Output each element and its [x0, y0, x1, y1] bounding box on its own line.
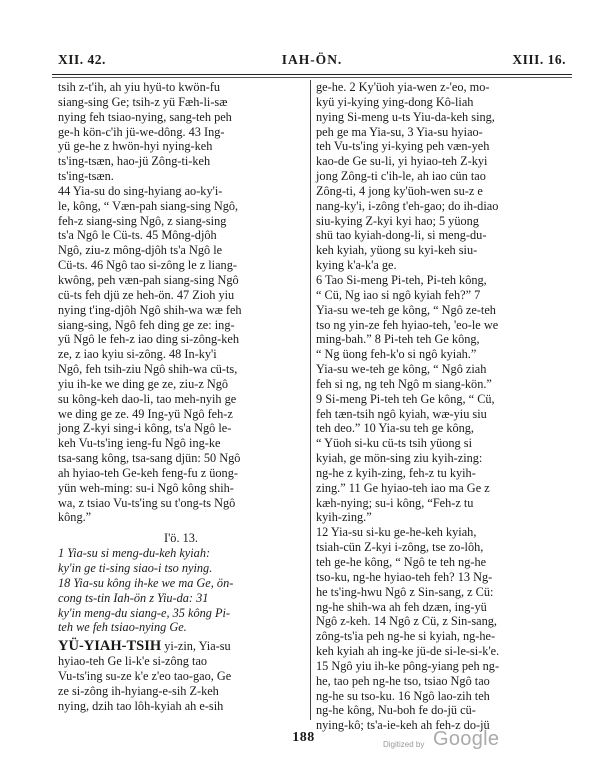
chapter-summary-line: teh we feh tsiao-nying Ge.	[58, 620, 187, 635]
chapter-first-line-rest: yi-zin, Yia-su	[161, 639, 231, 654]
text-line: ge-h kön-c'ih jü-we-dông. 43 Ing-	[58, 124, 225, 139]
text-line: shü tao kyiah-dong-li, si meng-du-	[316, 228, 487, 243]
text-line: nying-kô; ts'a-ie-keh ah feh-z do-jü	[316, 718, 490, 733]
text-line: nying, dzih tao lôh-kyiah ah e-sih	[58, 698, 224, 713]
text-line: Vu-ts'ing su-ze k'e z'eo tao-gao, Ge	[58, 668, 232, 683]
text-line: teh deo.” 10 Yia-su teh ge kông,	[316, 421, 474, 436]
text-line: ts'a Ngô le Cü-ts. 45 Mông-djôh	[58, 228, 217, 243]
text-line: yü Ngô le feh-z iao ding si-zông-keh	[58, 332, 239, 347]
text-line: jong Z-kyi sing-i kông, ts'a Ngô le-	[58, 421, 232, 436]
text-line: tso ng yin-ze feh hyiao-teh, 'eo-le we	[316, 317, 499, 332]
text-line: kying k'a-k'a ge.	[316, 258, 397, 273]
text-line: yün weh-ming: su-i Ngô kông shih-	[58, 480, 234, 495]
text-line: ze, z iao kyiu si-zông. 48 In-ky'i	[58, 347, 217, 362]
text-line: Ngô, feh tsih-ziu Ngô shih-wa cü-ts,	[58, 362, 238, 377]
text-line: ming-bah.” 8 Pi-teh teh Ge kông,	[316, 332, 480, 347]
text-line: keh kyiah ah ing-ke jü-de si-le-si-k'e.	[316, 644, 500, 659]
digitized-by-label: Digitized by	[383, 740, 425, 749]
header-book-title: IAH-ÖN.	[281, 52, 343, 67]
text-line: feh-z siang-sing Ngô, z siang-sing	[58, 213, 227, 228]
text-line: 15 Ngô yiu ih-ke pông-yiang peh ng-	[316, 658, 500, 673]
text-line: he, tao peh ng-he tso, tsiao Ngô tao	[316, 673, 490, 688]
header-left-reference: XII. 42.	[58, 52, 106, 67]
text-line: kyiah, ge mön-sing ziu kyih-zing:	[316, 451, 483, 466]
text-line: ts'ing-tsæn.	[58, 169, 114, 184]
text-line: we ding ge ze. 49 Ing-yü Ngô feh-z	[58, 406, 233, 421]
text-line: zing.” 11 Ge hyiao-teh iao ma Ge z	[316, 480, 490, 495]
right-column	[316, 80, 570, 733]
chapter-summary-line: cong ts-tin Iah-ön z Yiu-da: 31	[58, 590, 209, 605]
text-line: Cü-ts. 46 Ngô tao si-zông le z liang-	[58, 258, 237, 273]
page-number: 188	[292, 730, 315, 745]
google-watermark: Google	[433, 728, 500, 750]
text-line: keh Vu-ts'ing ieng-fu Ngô ing-ke	[58, 436, 221, 451]
text-line: nang-ky'i, i-zông t'eh-gao; do ih-diao	[316, 198, 499, 213]
text-line: ng-he shih-wa ah feh dzæn, ing-yü	[316, 599, 487, 614]
text-line: 44 Yia-su do sing-hyiang ao-ky'i-	[58, 183, 223, 198]
text-line: Zông-ti, 4 jong ky'üoh-wen su-z e	[316, 183, 483, 198]
text-line: feh si ng, ng teh Ngô m siang-kön.”	[316, 376, 492, 391]
text-line: “ Yüoh si-ku cü-ts tsih yüong si	[316, 436, 472, 451]
column-divider	[310, 80, 311, 720]
text-line: kông.”	[58, 510, 92, 525]
text-line: siu-kying Z-kyi kyi hao; 5 yüong	[316, 213, 479, 228]
text-line: “ Ng üong feh-k'o si ngô kyiah.”	[316, 347, 477, 362]
text-line: Ngô, ziu-z mông-djôh ts'a Ngô le	[58, 243, 223, 258]
text-line: kyih-zing.”	[316, 510, 372, 525]
text-line: zông-ts'ia peh ng-he si kyiah, ng-he-	[316, 629, 496, 644]
chapter-heading: I'ö. 13.	[164, 531, 198, 546]
text-line: tsiah-cün Z-kyi i-zông, tse zo-lôh,	[316, 540, 484, 555]
left-column	[58, 80, 304, 713]
text-line: he ts'ing-hwu Ngô z Sin-sang, z Cü:	[316, 584, 494, 599]
text-line: 9 Si-meng Pi-teh teh Ge kông, “ Cü,	[316, 391, 495, 406]
text-line: ze si-zông ih-hyiang-e-sih Z-keh	[58, 683, 219, 698]
text-line: peh ge ma Yia-su, 3 Yia-su hyiao-	[316, 124, 483, 139]
text-line: 6 Tao Si-meng Pi-teh, Pi-teh kông,	[316, 272, 487, 287]
text-line: yü ge-he z hwön-hyi nying-keh	[58, 139, 213, 154]
text-line: teh Vu-ts'ing yi-kying peh væn-yeh	[316, 139, 490, 154]
chapter-first-line	[58, 639, 304, 654]
text-line: nying t'ing-djôh Ngô shih-wa wæ feh	[58, 302, 242, 317]
text-line: “ Cü, Ng iao si ngô kyiah feh?” 7	[316, 287, 481, 302]
header-rule	[52, 74, 572, 75]
text-line: tsa-sang kông, tsa-sang djün: 50 Ngô	[58, 451, 241, 466]
text-line: tsih z-t'ih, ah yiu hyü-to kwön-fu	[58, 80, 221, 94]
text-line: ah hyiao-teh Ge-keh feng-fu z üong-	[58, 465, 238, 480]
text-line: wa, z tsiao Vu-ts'ing su t'ong-ts Ngô	[58, 495, 236, 510]
header-rule-thin	[52, 77, 572, 78]
text-line: tso-ku, ng-he hyiao-teh feh? 13 Ng-	[316, 569, 493, 584]
text-line: le, kông, “ Væn-pah siang-sing Ngô,	[58, 198, 239, 213]
text-line: kæh-nying; su-i kông, “Feh-z tu	[316, 495, 474, 510]
text-line: nying Si-meng u-ts Yiu-da-keh sing,	[316, 109, 495, 124]
text-line: kwông, peh væn-pah siang-sing Ngô	[58, 272, 239, 287]
text-line: nying feh tsiao-nying, sang-teh peh	[58, 109, 232, 124]
text-line: ge-he. 2 Ky'üoh yia-wen z-'eo, mo-	[316, 80, 490, 94]
text-line: yiu ih-ke we ding ge ze, ziu-z Ngô	[58, 376, 229, 391]
text-line: ng-he kông, Nu-boh fe do-jü cü-	[316, 703, 476, 718]
running-header	[58, 52, 566, 70]
text-line: keh kyiah, yüong su kyi-keh siu-	[316, 243, 478, 258]
text-line: siang-sing, Ngô feh ding ge ze: ing-	[58, 317, 235, 332]
text-line: siang-sing Ge; tsih-z yü Fæh-li-sæ	[58, 94, 228, 109]
chapter-opening-paragraph	[58, 639, 304, 713]
text-line: jong Zông-ti c'ih-le, ah iao cün tao	[316, 169, 486, 184]
text-line: Ngô z-keh. 14 Ngô z Cü, z Sin-sang,	[316, 614, 498, 629]
chapter-summary-line: ky'in meng-du siang-e, 35 kông Pi-	[58, 605, 231, 620]
text-line: su kông-keh dao-li, tao meh-nyih ge	[58, 391, 237, 406]
text-line: ts'ing-tsæn, hao-jü Zông-ti-keh	[58, 154, 211, 169]
chapter-summary-line: 1 Yia-su si meng-du-keh kyiah:	[58, 546, 211, 561]
text-line: cü-ts feh djü ze heh-ön. 47 Zioh yiu	[58, 287, 235, 302]
text-line: teh ge-he kông, “ Ngô te teh ng-he	[316, 555, 487, 569]
text-line: ng-he z kyih-zing, feh-z tu kyih-	[316, 465, 476, 480]
text-line: Yia-su we-teh ge kông, “ Ngô ze-teh	[316, 302, 496, 317]
chapter-summary-line: ky'in ge ti-sing siao-i tso nying.	[58, 561, 213, 575]
text-line: kao-de Ge su-li, yi hyiao-teh Z-kyi	[316, 154, 488, 169]
chapter-summary-line: 18 Yia-su kông ih-ke we ma Ge, ön-	[58, 575, 234, 590]
chapter-opening-words: YÜ-YIAH-TSIH	[58, 638, 162, 655]
text-line: kyü yi-kying ying-dong Kô-liah	[316, 94, 474, 109]
text-line: ng-he su tso-ku. 16 Ngô lao-zih teh	[316, 688, 490, 703]
text-line: Yia-su we-teh ge kông, “ Ngô ziah	[316, 362, 487, 377]
text-line: hyiao-teh Ge li-k'e si-zông tao	[58, 654, 208, 669]
text-line: 12 Yia-su si-ku ge-he-keh kyiah,	[316, 525, 477, 540]
text-line: feh tæn-tsih ngô kyiah, wæ-yiu siu	[316, 406, 487, 421]
header-right-reference: XIII. 16.	[512, 52, 566, 67]
